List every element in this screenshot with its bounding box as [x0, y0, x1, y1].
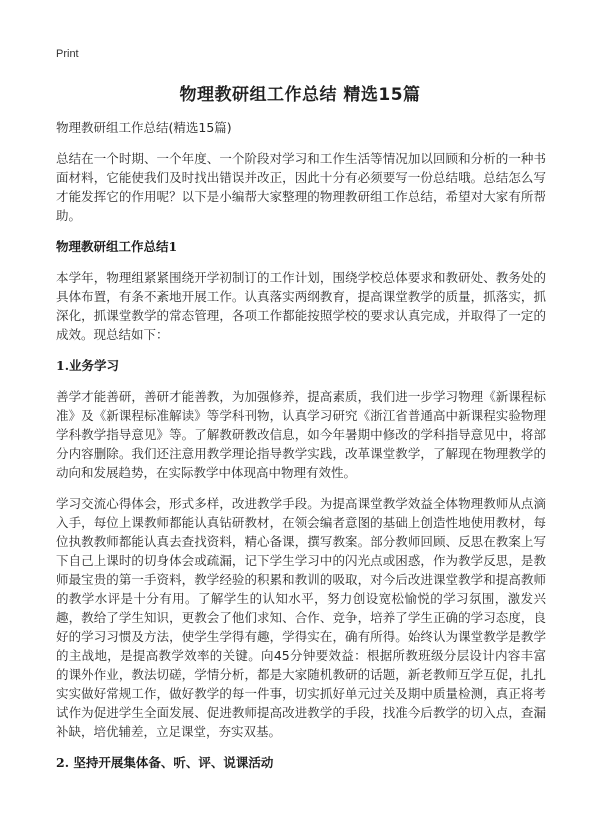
intro-paragraph: 总结在一个时期、一个年度、一个阶段对学习和工作生活等情况加以回顾和分析的一种书面材料，它能使我们及时找出错误并改正，因此十分有必须要写一份总结哦。总结怎么写才能发挥它的作用呢？以下是小编帮大家整理的物理教研组工作总结，希望对大家有所帮助。 — [56, 151, 546, 223]
section-1-paragraph: 本学年，物理组紧紧围绕开学初制订的工作计划，围绕学校总体要求和教研处、教务处的具体布置，有条不紊地开展工作。认真落实两纲教育，提高课堂教学的质量，抓落实，抓深化，抓课堂教学的常态管理，各项工作都能按照学校的要求认真完成，并取得了一定的成效。现总结如下： — [56, 270, 546, 342]
subsection-heading-collective: 2. 坚持开展集体备、听、评、说课活动 — [56, 755, 274, 770]
print-link[interactable]: Print — [56, 48, 79, 60]
document-body — [56, 118, 546, 784]
subsection-heading-study: 1.业务学习 — [56, 358, 120, 373]
study-paragraph-2: 学习交流心得体会，形式多样，改进教学手段。为提高课堂教学效益全体物理教师从点滴入手，每位上课教师都能认真钻研教材，在领会编者意图的基础上创造性地使用教材，每位执教教师都能认真去查找资料，精心备课，撰写教案。部分教师回顾、反思在教案上写下自己上课时的切身体会或疏漏，记下学生学习中的闪光点或困惑，作为教学反思，是教师最宝贵的第一手资料，教学经验的积累和教训的吸取，对今后改进课堂教学和提高教师的教学水评是十分有用。了解学生的认知水平，努力创设宽松愉悦的学习氛围，激发兴趣，教给了学生知识，更教会了他们求知、合作、竞争，培养了学生正确的学习态度，良好的学习习惯及方法，使学生学得有趣，学得实在，确有所得。始终认为课堂教学是教学的主战地，是提高教学效率的关键。向45分钟要效益：根据所教班级分层设计内容丰富的课外作业，教法切磋，学情分析，都是大家随机教研的话题，新老教师互学互促，扎扎实实做好常规工作，做好教学的每一件事，切实抓好单元过关及期中质量检测，真正将考试作为促进学生全面发展、促进教师提高改进教学的手段，找准今后教学的切入点，查漏补缺，培优辅差，立足课堂，夯实双基。 — [56, 496, 546, 739]
section-heading-1: 物理教研组工作总结1 — [56, 239, 178, 254]
study-paragraph-1: 善学才能善研，善研才能善教，为加强修养，提高素质，我们进一步学习物理《新课程标准》及《新课程标准解读》等学科刊物，认真学习研究《浙江省普通高中新课程实验物理学科教学指导意见》等。了解教研教改信息，如今年暑期中修改的学科指导意见中，将部分内容删除。我们还注意用教学理论指导教学实践，改革课堂教学，了解现在物理教学的动向和发展趋势，在实际教学中体现高中物理有效性。 — [56, 389, 546, 480]
document-subtitle: 物理教研组工作总结(精选15篇) — [56, 120, 232, 135]
document-title: 物理教研组工作总结 精选15篇 — [179, 85, 421, 105]
